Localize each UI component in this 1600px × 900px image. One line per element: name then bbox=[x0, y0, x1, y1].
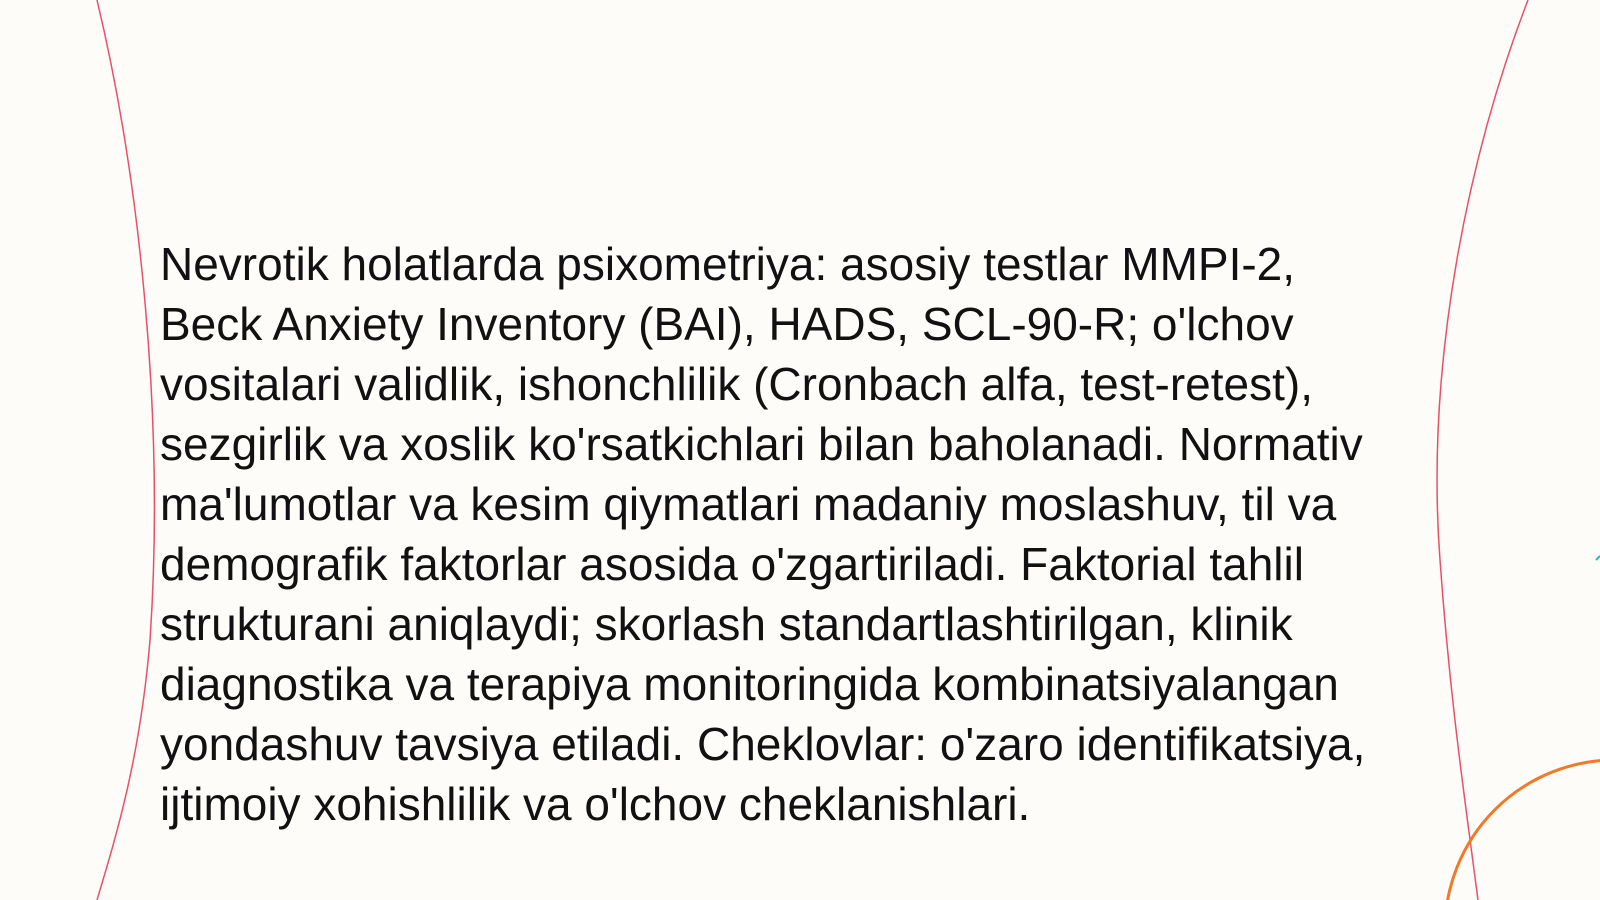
slide-body-text: Nevrotik holatlarda psixometriya: asosiy testlar MMPI-2, Beck Anxiety Inventory (BAI), HADS, SCL-90-R; o'lchov vositalari validlik, ishonchlilik (Cronbach alfa, test-retest), sezgirlik va xoslik ko'rsatkichlari bilan baholanadi. Normativ ma'lumotlar va kesim qiymatlari madaniy moslashuv, til va demografik faktorlar asosida o'zgartiriladi. Faktorial tahlil strukturani aniqlaydi; skorlash standartlashtirilgan, klinik diagnostika va terapiya monitoringida kombinatsiyalangan yondashuv tavsiya etiladi. Cheklovlar: o'zaro identifikatsiya, ijtimoiy xohishlilik va o'lchov cheklanishlari. bbox=[160, 238, 1366, 830]
teal-accent-mark bbox=[1596, 556, 1600, 560]
left-curve-line bbox=[97, 0, 154, 900]
